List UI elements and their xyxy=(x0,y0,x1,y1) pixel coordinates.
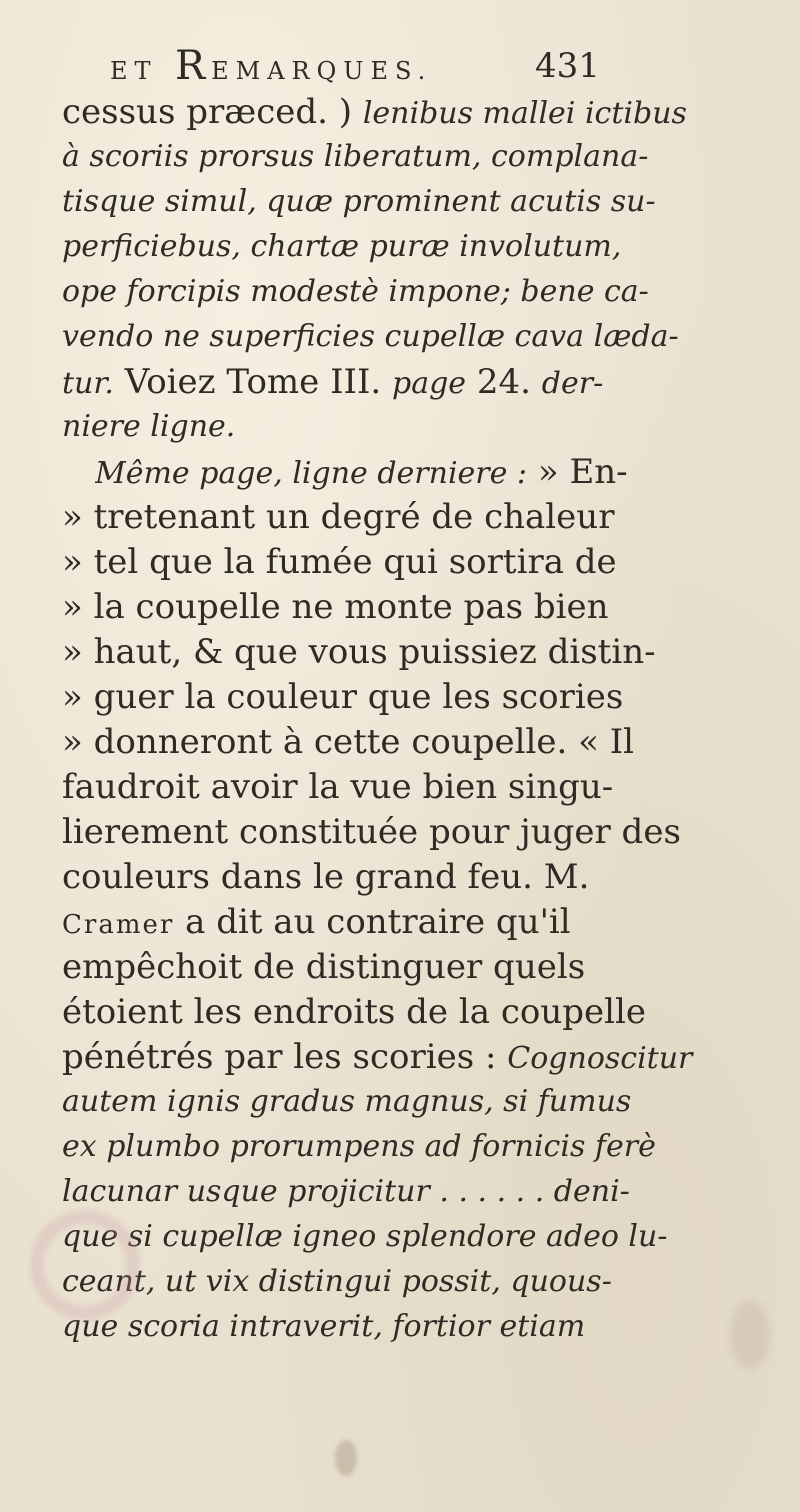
text-line-11: » tel que la fumée qui sortira de xyxy=(62,542,617,582)
running-head-remarques: EMARQUES. xyxy=(211,57,433,85)
person-name: Cramer xyxy=(62,910,175,940)
text-line-18: couleurs dans le grand feu. M. xyxy=(62,857,590,897)
text-line-23: autem ignis gradus magnus, si fumus xyxy=(62,1084,632,1119)
page-number: 431 xyxy=(535,46,600,86)
text-line-10: » tretenant un degré de chaleur xyxy=(62,497,615,537)
text-line-3: tisque simul, quæ prominent acutis su- xyxy=(62,184,656,219)
text-italic: Même page, ligne derniere : xyxy=(95,456,528,491)
text-line-27: ceant, ut vix distingui possit, quous- xyxy=(62,1264,612,1299)
text-line-28: que scoria intraverit, fortior etiam xyxy=(62,1309,586,1344)
text-line-22 xyxy=(62,1037,762,1079)
text-line-6: vendo ne superficies cupellæ cava læda- xyxy=(62,319,679,354)
text-italic: Cognoscitur xyxy=(507,1041,693,1076)
text-line-19 xyxy=(62,902,762,945)
text-roman: a dit au contraire qu'il xyxy=(185,902,571,942)
text-italic: page xyxy=(392,366,467,401)
text-line-15: » donneront à cette coupelle. « Il xyxy=(62,722,635,762)
text-roman: 24. xyxy=(476,362,531,402)
text-line-12: » la coupelle ne monte pas bien xyxy=(62,587,609,627)
text-line-4: perficiebus, chartæ puræ involutum, xyxy=(62,229,622,264)
text-italic: tur. xyxy=(62,366,114,401)
paper-stain xyxy=(335,1440,357,1476)
text-roman: cessus præced. ) xyxy=(62,92,352,132)
text-line-1 xyxy=(62,92,762,134)
text-line-21: étoient les endroits de la coupelle xyxy=(62,992,646,1032)
text-line-8: niere ligne. xyxy=(62,409,236,444)
text-line-9 xyxy=(95,452,795,494)
text-line-25: lacunar usque projicitur . . . . . . deni- xyxy=(62,1174,630,1209)
text-line-24: ex plumbo prorumpens ad fornicis ferè xyxy=(62,1129,656,1164)
text-line-26: que si cupellæ igneo splendore adeo lu- xyxy=(62,1219,668,1254)
text-roman: Voiez Tome III. xyxy=(124,362,382,402)
text-italic: der- xyxy=(541,366,604,401)
text-line-2: à scoriis prorsus liberatum, complana- xyxy=(62,139,649,174)
text-line-7 xyxy=(62,362,762,404)
text-line-14: » guer la couleur que les scories xyxy=(62,677,624,717)
running-head-et: ET xyxy=(110,57,158,85)
text-roman: pénétrés par les scories : xyxy=(62,1037,497,1077)
text-line-13: » haut, & que vous puissiez distin- xyxy=(62,632,656,672)
text-italic: lenibus mallei ictibus xyxy=(362,96,687,131)
text-line-5: ope forcipis modestè impone; bene ca- xyxy=(62,274,649,309)
text-line-16: faudroit avoir la vue bien singu- xyxy=(62,767,614,807)
text-line-20: empêchoit de distinguer quels xyxy=(62,947,586,987)
text-roman: » En- xyxy=(537,452,628,492)
text-line-17: lierement constituée pour juger des xyxy=(62,812,681,852)
running-head-initial: R xyxy=(174,43,212,89)
